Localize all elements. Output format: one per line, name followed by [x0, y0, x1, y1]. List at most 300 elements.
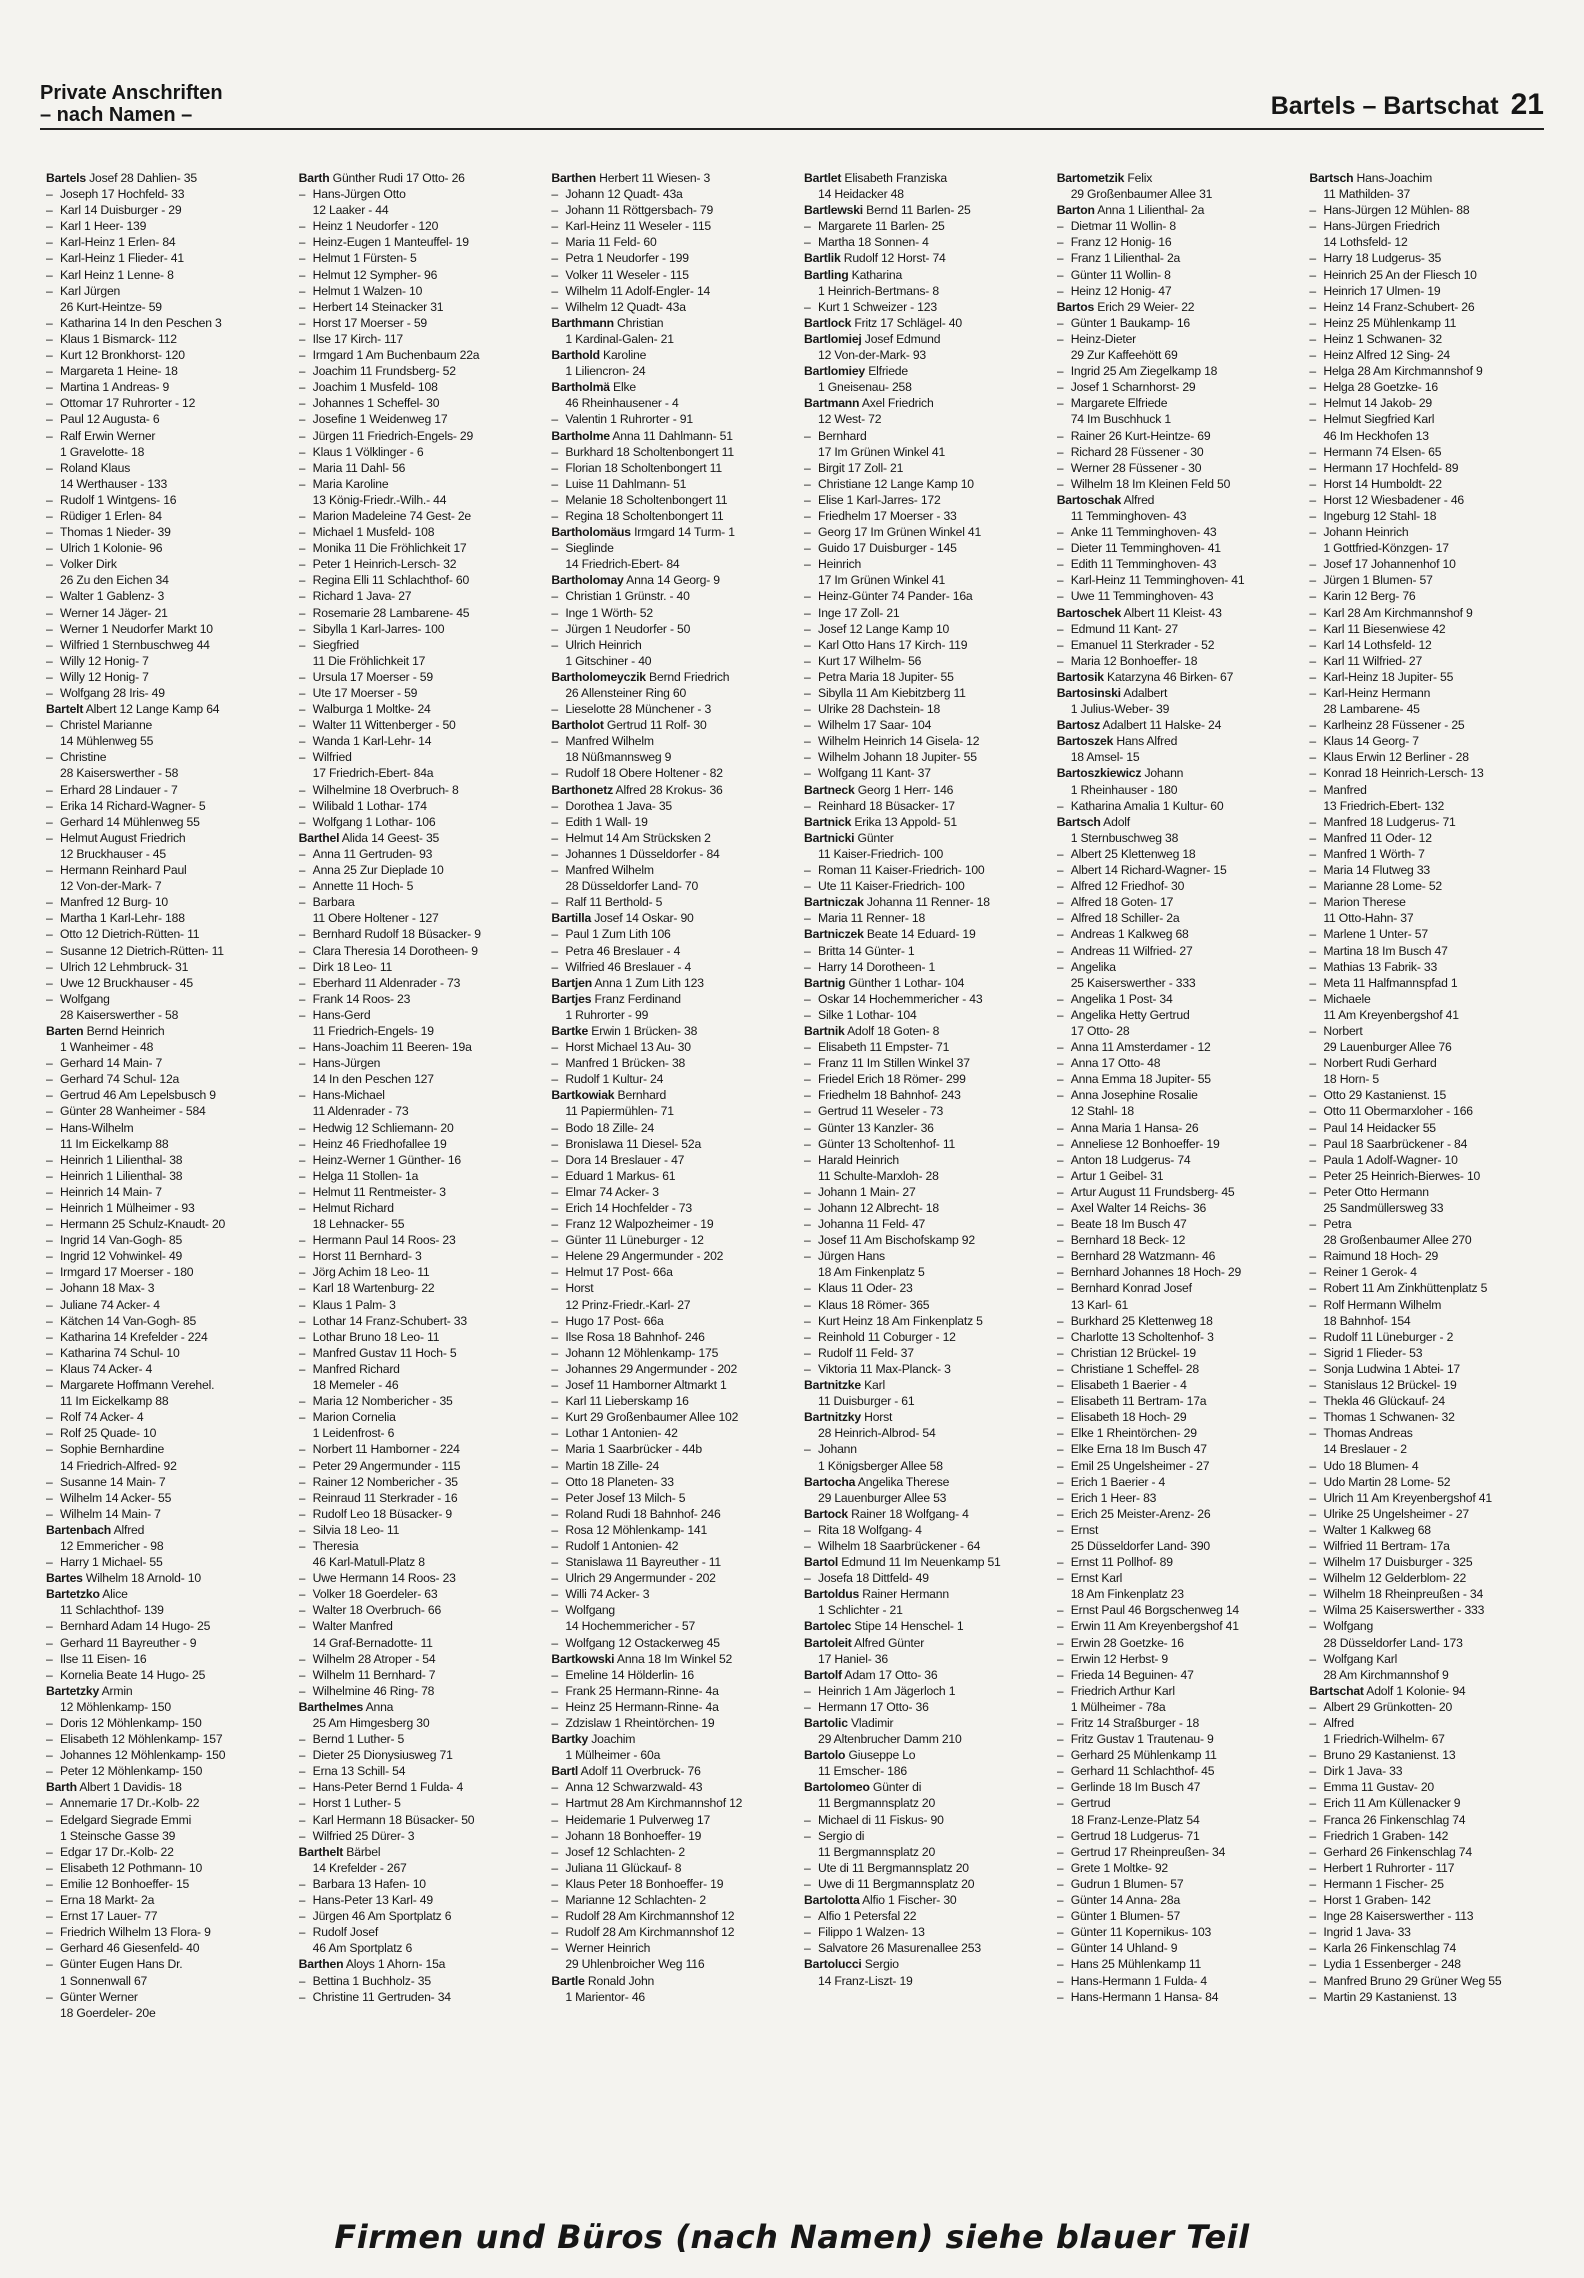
- address-continuation: [1309, 428, 1544, 444]
- listing-entry: [551, 1795, 786, 1811]
- surname: Bartolucci: [804, 1957, 862, 1972]
- repeat-dash: –: [1056, 1007, 1064, 1022]
- repeat-dash: –: [551, 1490, 558, 1505]
- entry-details: Anna 12 Schwarzwald- 43: [565, 1780, 703, 1795]
- repeat-dash: –: [1309, 1619, 1316, 1634]
- listing-entry: [299, 588, 534, 604]
- entry-details: Anna Josephine Rosalie: [1070, 1088, 1198, 1103]
- surname-entry: [1057, 814, 1292, 830]
- entry-details: Dieter 11 Temminghoven- 41: [1070, 541, 1221, 556]
- listing-entry: [299, 508, 534, 524]
- entry-details: Horst 12 Wiesbadener - 46: [1323, 492, 1465, 507]
- listing-entry: [1057, 926, 1292, 942]
- entry-details: Lydia 1 Essenberger - 248: [1323, 1957, 1461, 1972]
- listing-entry: [551, 186, 786, 202]
- repeat-dash: –: [298, 605, 306, 620]
- repeat-dash: –: [551, 1345, 558, 1360]
- entry-details: Angelika Therese: [855, 1474, 950, 1489]
- repeat-dash: –: [298, 814, 306, 829]
- repeat-dash: –: [1056, 1490, 1064, 1505]
- repeat-dash: –: [551, 1313, 558, 1328]
- listing-entry: [1309, 1345, 1544, 1361]
- entry-details: Rudolf 1 Antonien- 42: [565, 1538, 679, 1553]
- listing-entry: [551, 1248, 786, 1264]
- repeat-dash: –: [804, 1860, 811, 1875]
- listing-entry: [46, 1554, 281, 1570]
- surname: Bartholomay: [551, 573, 624, 588]
- listing-entry: [1309, 1795, 1544, 1811]
- listing-entry: [1057, 1152, 1292, 1168]
- repeat-dash: –: [1309, 1716, 1316, 1730]
- listing-entry: [1309, 1023, 1544, 1039]
- repeat-dash: –: [804, 235, 811, 250]
- listing-entry: [804, 492, 1039, 508]
- listing-entry: [1057, 1087, 1292, 1103]
- entry-details: Peter 12 Möhlenkamp- 150: [60, 1764, 203, 1779]
- listing-entry: [1309, 1474, 1544, 1490]
- listing-entry: [1309, 218, 1544, 234]
- repeat-dash: –: [551, 1683, 558, 1698]
- listing-entry: [299, 1055, 534, 1071]
- entry-details: Horst 1 Graben- 142: [1323, 1893, 1431, 1908]
- entry-address: 1 Leidenfrost- 6: [312, 1426, 395, 1441]
- surname-entry: [804, 1667, 1039, 1683]
- entry-details: Karl: [860, 1378, 885, 1393]
- repeat-dash: –: [551, 1538, 558, 1553]
- listing-entry: [299, 1763, 534, 1779]
- repeat-dash: –: [1056, 1184, 1064, 1199]
- entry-details: Elmar 74 Acker- 3: [565, 1184, 659, 1199]
- repeat-dash: –: [1309, 734, 1316, 749]
- listing-entry: [1057, 1120, 1292, 1136]
- repeat-dash: –: [1056, 1796, 1064, 1811]
- repeat-dash: –: [1309, 846, 1316, 861]
- listing-entry: [299, 411, 534, 427]
- entry-details: Wilhelm Johann 18 Jupiter- 55: [818, 750, 977, 765]
- listing-entry: [804, 460, 1039, 476]
- listing-entry: [804, 717, 1039, 733]
- entry-details: Thomas Andreas: [1323, 1426, 1413, 1441]
- entry-details: Michael di 11 Fiskus- 90: [818, 1812, 944, 1827]
- entry-details: Helmut August Friedrich: [60, 830, 186, 845]
- entry-details: Hans-Jürgen 12 Mühlen- 88: [1323, 203, 1470, 218]
- entry-details: Katharina 74 Schul- 10: [60, 1345, 180, 1360]
- entry-details: Wilhelm 12 Gelderblom- 22: [1323, 1571, 1467, 1586]
- entry-details: Johannes 1 Scheffel- 30: [312, 396, 440, 411]
- repeat-dash: –: [298, 750, 306, 765]
- listing-entry: [1309, 846, 1544, 862]
- repeat-dash: –: [1056, 1506, 1064, 1521]
- entry-details: Albert 11 Kleist- 43: [1121, 605, 1222, 620]
- repeat-dash: –: [46, 331, 53, 346]
- listing-entry: [299, 1039, 534, 1055]
- repeat-dash: –: [804, 1249, 811, 1264]
- entry-details: Ute 11 Kaiser-Friedrich- 100: [818, 879, 965, 894]
- entry-details: Gertrud 18 Ludgerus- 71: [1070, 1828, 1200, 1843]
- entry-details: Alfio 1 Petersfal 22: [818, 1909, 917, 1924]
- entry-details: Josefa 18 Dittfeld- 49: [818, 1571, 929, 1586]
- entry-details: Josefine 1 Weidenweg 17: [312, 412, 448, 427]
- listing-entry: [46, 1264, 281, 1280]
- listing-entry: [1057, 428, 1292, 444]
- repeat-dash: –: [1309, 396, 1316, 411]
- listing-entry: [46, 749, 281, 765]
- surname: Bartholot: [551, 718, 604, 733]
- listing-entry: [804, 1570, 1039, 1586]
- surname-entry: [804, 170, 1039, 186]
- listing-entry: [551, 202, 786, 218]
- entry-address: 18 Horn- 5: [1323, 1072, 1379, 1087]
- listing-entry: [46, 975, 281, 991]
- repeat-dash: –: [298, 1893, 306, 1908]
- entry-details: Erwin 11 Am Kreyenbergshof 41: [1070, 1619, 1239, 1634]
- repeat-dash: –: [1309, 1410, 1316, 1425]
- listing-entry: [1309, 1393, 1544, 1409]
- entry-details: Herbert 11 Wiesen- 3: [596, 171, 711, 185]
- entry-details: Jürgen 46 Am Sportplatz 6: [312, 1909, 452, 1924]
- listing-entry: [551, 1586, 786, 1602]
- repeat-dash: –: [1056, 927, 1064, 942]
- entry-details: Wilhelmine 46 Ring- 78: [312, 1683, 435, 1698]
- entry-details: Petra: [1323, 1217, 1352, 1232]
- entry-details: Peter 25 Heinrich-Bierwes- 10: [1323, 1168, 1481, 1183]
- repeat-dash: –: [551, 1072, 558, 1087]
- repeat-dash: –: [1056, 1603, 1064, 1618]
- listing-entry: [46, 1425, 281, 1441]
- listing-entry: [1057, 1425, 1292, 1441]
- surname-entry: [299, 1956, 534, 1972]
- listing-entry: [299, 862, 534, 878]
- entry-details: Petra 46 Breslauer - 4: [565, 943, 681, 958]
- entry-details: Klaus 18 Römer- 365: [818, 1297, 930, 1312]
- entry-details: Margarete 11 Barlen- 25: [818, 219, 945, 234]
- entry-details: Hans-Jürgen: [312, 1056, 381, 1071]
- listing-entry: [804, 1361, 1039, 1377]
- repeat-dash: –: [46, 396, 53, 411]
- repeat-dash: –: [1056, 1152, 1064, 1167]
- entry-address: 1 Liliencron- 24: [565, 364, 646, 379]
- entry-details: Sieglinde: [565, 541, 614, 556]
- entry-details: Heinz 1 Neudorfer - 120: [312, 219, 439, 234]
- listing-entry: [551, 1200, 786, 1216]
- listing-entry: [804, 943, 1039, 959]
- repeat-dash: –: [551, 1571, 558, 1586]
- repeat-dash: –: [298, 1233, 306, 1248]
- repeat-dash: –: [1309, 1555, 1316, 1570]
- listing-entry: [551, 1844, 786, 1860]
- repeat-dash: –: [551, 1506, 558, 1521]
- repeat-dash: –: [804, 299, 811, 314]
- repeat-dash: –: [804, 1925, 811, 1940]
- repeat-dash: –: [46, 1329, 53, 1344]
- entry-details: Rudolf 28 Am Kirchmannshof 12: [565, 1909, 735, 1924]
- repeat-dash: –: [1056, 1522, 1064, 1537]
- repeat-dash: –: [551, 1844, 558, 1859]
- listing-entry: [1057, 1651, 1292, 1667]
- listing-entry: [1309, 1184, 1544, 1200]
- listing-entry: [299, 1474, 534, 1490]
- listing-entry: [1309, 894, 1544, 910]
- section-label-line2: – nach Namen –: [40, 104, 193, 126]
- repeat-dash: –: [551, 1233, 558, 1248]
- repeat-dash: –: [804, 1313, 811, 1328]
- repeat-dash: –: [804, 1828, 811, 1843]
- directory-column-5: [1057, 170, 1292, 2155]
- repeat-dash: –: [804, 219, 811, 234]
- listing-entry: [46, 556, 281, 572]
- repeat-dash: –: [46, 1716, 53, 1730]
- entry-details: Heinz 1 Schwanen- 32: [1323, 331, 1442, 346]
- entry-address: 12 Laaker - 44: [312, 203, 389, 218]
- repeat-dash: –: [1309, 1748, 1316, 1763]
- repeat-dash: –: [551, 219, 558, 234]
- listing-entry: [804, 218, 1039, 234]
- surname-entry: [804, 975, 1039, 991]
- entry-address: 1 Steinsche Gasse 39: [60, 1828, 176, 1843]
- address-continuation: [299, 1377, 534, 1393]
- listing-entry: [299, 556, 534, 572]
- listing-entry: [804, 653, 1039, 669]
- listing-entry: [551, 250, 786, 266]
- repeat-dash: –: [298, 299, 306, 314]
- entry-address: 18 Lehnacker- 55: [312, 1217, 405, 1232]
- repeat-dash: –: [1309, 879, 1316, 894]
- entry-details: Sibylla 11 Am Kiebitzberg 11: [818, 686, 966, 700]
- listing-entry: [46, 605, 281, 621]
- listing-entry: [299, 299, 534, 315]
- repeat-dash: –: [46, 1925, 53, 1940]
- entry-details: Ralf 11 Berthold- 5: [565, 895, 663, 910]
- entry-address: 13 Karl- 61: [1070, 1297, 1129, 1312]
- listing-entry: [46, 186, 281, 202]
- listing-entry: [551, 1184, 786, 1200]
- repeat-dash: –: [1309, 975, 1316, 990]
- repeat-dash: –: [1056, 1957, 1064, 1972]
- repeat-dash: –: [298, 364, 306, 379]
- entry-details: Robert 11 Am Zinkhüttenplatz 5: [1323, 1281, 1488, 1296]
- repeat-dash: –: [551, 943, 558, 958]
- entry-details: Annette 11 Hoch- 5: [312, 879, 414, 894]
- listing-entry: [551, 701, 786, 717]
- listing-entry: [804, 1039, 1039, 1055]
- entry-details: Bernhard: [818, 428, 867, 443]
- repeat-dash: –: [804, 508, 811, 523]
- address-continuation: [804, 1763, 1039, 1779]
- listing-entry: [551, 1812, 786, 1828]
- entry-details: Silke 1 Lothar- 104: [818, 1007, 917, 1022]
- entry-details: Karl 11 Biesenwiese 42: [1323, 621, 1446, 636]
- repeat-dash: –: [298, 428, 306, 443]
- listing-entry: [299, 782, 534, 798]
- entry-details: Albert 1 Davidis- 18: [76, 1780, 182, 1795]
- entry-details: Johannes 1 Düsseldorfer - 84: [565, 846, 720, 861]
- entry-details: Josef 12 Schlachten- 2: [565, 1844, 685, 1859]
- entry-address: 1 Kardinal-Galen- 21: [565, 331, 674, 346]
- repeat-dash: –: [1309, 1941, 1316, 1956]
- listing-entry: [1309, 395, 1544, 411]
- entry-details: Joachim: [588, 1732, 636, 1747]
- listing-entry: [1309, 765, 1544, 781]
- listing-entry: [1309, 1264, 1544, 1280]
- address-continuation: [1057, 1103, 1292, 1119]
- entry-details: Manfred 12 Burg- 10: [60, 895, 168, 910]
- listing-entry: [46, 460, 281, 476]
- entry-details: Valentin 1 Ruhrorter - 91: [565, 412, 693, 427]
- address-continuation: [804, 379, 1039, 395]
- address-continuation: [804, 1795, 1039, 1811]
- entry-details: Herbert 1 Ruhrorter - 117: [1323, 1860, 1455, 1875]
- repeat-dash: –: [551, 235, 558, 250]
- listing-entry: [1309, 1747, 1544, 1763]
- surname: Bartnicki: [804, 830, 855, 845]
- listing-entry: [46, 540, 281, 556]
- repeat-dash: –: [1056, 1748, 1064, 1763]
- listing-entry: [46, 1248, 281, 1264]
- entry-details: Kurt 17 Wilhelm- 56: [818, 653, 922, 668]
- listing-entry: [1057, 395, 1292, 411]
- entry-details: Hermann 1 Fischer- 25: [1323, 1876, 1444, 1891]
- repeat-dash: –: [804, 541, 811, 556]
- listing-entry: [1057, 1924, 1292, 1940]
- repeat-dash: –: [298, 1506, 306, 1521]
- entry-address: 29 Altenbrucher Damm 210: [818, 1732, 962, 1747]
- repeat-dash: –: [1056, 943, 1064, 958]
- entry-details: Irmgard 1 Am Buchenbaum 22a: [312, 348, 480, 363]
- entry-details: Zdzislaw 1 Rheintörchen- 19: [565, 1716, 715, 1730]
- entry-details: Stanislawa 11 Bayreuther - 11: [565, 1555, 722, 1570]
- entry-address: 11 Schulte-Marxloh- 28: [818, 1168, 939, 1183]
- listing-entry: [1057, 1409, 1292, 1425]
- listing-entry: [1309, 508, 1544, 524]
- entry-details: Ernst Karl: [1070, 1571, 1123, 1586]
- listing-entry: [804, 1812, 1039, 1828]
- listing-entry: [46, 1313, 281, 1329]
- listing-entry: [299, 1264, 534, 1280]
- listing-entry: [46, 1924, 281, 1940]
- entry-details: Inge 1 Wörth- 52: [565, 605, 653, 620]
- listing-entry: [1057, 878, 1292, 894]
- entry-address: 17 Otto- 28: [1070, 1023, 1130, 1038]
- entry-details: Erna 13 Schill- 54: [312, 1764, 406, 1779]
- entry-details: Georg 17 Im Grünen Winkel 41: [818, 525, 982, 540]
- entry-details: Andreas 1 Kalkweg 68: [1070, 927, 1189, 942]
- surname: Bartocha: [804, 1474, 856, 1489]
- entry-details: Thekla 46 Glückauf- 24: [1323, 1394, 1445, 1409]
- entry-details: Günter di: [869, 1780, 922, 1795]
- address-continuation: [46, 1393, 281, 1409]
- entry-details: Christine 11 Gertruden- 34: [312, 1989, 451, 2004]
- entry-details: Sibylla 1 Karl-Jarres- 100: [312, 621, 445, 636]
- repeat-dash: –: [46, 1120, 53, 1135]
- listing-entry: [1057, 1377, 1292, 1393]
- repeat-dash: –: [1309, 1394, 1316, 1409]
- entry-details: Reinraud 11 Sterkrader - 16: [312, 1490, 458, 1505]
- entry-details: Martina 1 Andreas- 9: [60, 380, 170, 395]
- listing-entry: [1309, 1490, 1544, 1506]
- listing-entry: [1057, 1280, 1292, 1296]
- entry-details: Maria 11 Dahl- 56: [312, 460, 406, 475]
- entry-address: 46 Karl-Matull-Platz 8: [312, 1555, 425, 1570]
- entry-details: Sergio: [861, 1957, 899, 1972]
- surname-entry: [46, 1023, 281, 1039]
- entry-details: Ilse 11 Eisen- 16: [60, 1651, 147, 1666]
- surname: Barth: [298, 171, 330, 185]
- entry-details: Günter 1 Baukamp- 16: [1070, 315, 1190, 330]
- repeat-dash: –: [1309, 830, 1316, 845]
- entry-details: Dirk 18 Leo- 11: [312, 959, 393, 974]
- entry-details: Franca 26 Finkenschlag 74: [1323, 1812, 1466, 1827]
- repeat-dash: –: [1309, 1876, 1316, 1891]
- surname: Bartnick: [804, 814, 852, 829]
- entry-details: Paul 14 Heidacker 55: [1323, 1120, 1436, 1135]
- address-continuation: [804, 1393, 1039, 1409]
- listing-entry: [1057, 1361, 1292, 1377]
- listing-entry: [551, 283, 786, 299]
- listing-entry: [1057, 1168, 1292, 1184]
- entry-details: Erna 18 Markt- 2a: [60, 1893, 155, 1908]
- address-continuation: [46, 765, 281, 781]
- directory-columns: [46, 170, 1544, 2155]
- repeat-dash: –: [1056, 1136, 1064, 1151]
- entry-details: Elisabeth 11 Bertram- 17a: [1070, 1394, 1207, 1409]
- listing-entry: [804, 299, 1039, 315]
- entry-details: Adalbert: [1120, 686, 1168, 700]
- entry-details: Wilhelm 28 Atroper - 54: [312, 1651, 436, 1666]
- entry-details: Beate 18 Im Busch 47: [1070, 1217, 1187, 1232]
- repeat-dash: –: [1309, 1538, 1316, 1553]
- listing-entry: [46, 1120, 281, 1136]
- entry-address: 1 Mülheimer - 78a: [1070, 1699, 1166, 1714]
- entry-details: Wolfgang 1 Lothar- 106: [312, 814, 436, 829]
- listing-entry: [299, 1458, 534, 1474]
- listing-entry: [46, 1329, 281, 1345]
- repeat-dash: –: [551, 1378, 558, 1393]
- entry-details: Martina 18 Im Busch 47: [1323, 943, 1448, 958]
- surname-entry: [804, 1715, 1039, 1731]
- surname-entry: [551, 782, 786, 798]
- entry-details: Gertrud: [1070, 1796, 1111, 1811]
- repeat-dash: –: [804, 766, 811, 781]
- listing-entry: [804, 637, 1039, 653]
- entry-details: Ute 17 Moerser - 59: [312, 686, 418, 700]
- entry-details: Klaus 1 Palm- 3: [312, 1297, 396, 1312]
- surname: Bartosinski: [1056, 686, 1121, 700]
- entry-details: Bernd 11 Barlen- 25: [862, 203, 971, 218]
- repeat-dash: –: [551, 863, 558, 878]
- entry-details: Barbara 13 Hafen- 10: [312, 1876, 426, 1891]
- repeat-dash: –: [1056, 1442, 1064, 1457]
- repeat-dash: –: [298, 1394, 306, 1409]
- listing-entry: [551, 862, 786, 878]
- repeat-dash: –: [46, 1201, 53, 1215]
- address-continuation: [804, 1264, 1039, 1280]
- listing-entry: [1309, 1860, 1544, 1876]
- address-continuation: [1057, 701, 1292, 717]
- surname-entry: [551, 717, 786, 733]
- surname: Barten: [46, 1023, 84, 1038]
- listing-entry: [299, 1087, 534, 1103]
- entry-details: Alfred: [1121, 492, 1155, 507]
- entry-details: Katharina: [848, 267, 903, 282]
- repeat-dash: –: [46, 1490, 53, 1505]
- repeat-dash: –: [804, 1345, 811, 1360]
- address-continuation: [299, 1940, 534, 1956]
- repeat-dash: –: [1309, 589, 1316, 604]
- entry-details: Adolf 11 Overbruck- 76: [578, 1764, 701, 1779]
- surname-entry: [1057, 605, 1292, 621]
- entry-details: Siegfried: [312, 637, 359, 652]
- entry-details: Rudolf Leo 18 Büsacker- 9: [312, 1506, 452, 1521]
